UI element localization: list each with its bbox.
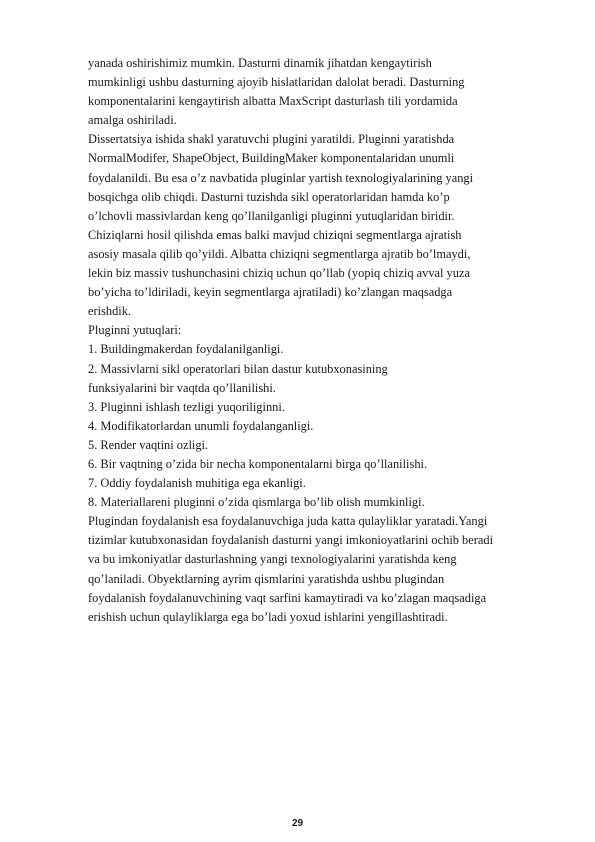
list-item: 8. Materiallareni pluginni o’zida qismlarga bo’lib olish mumkinligi. bbox=[88, 495, 425, 510]
text-line: qo’laniladi. Obyektlarning ayrim qismlarini yaratishda ushbu plugindan bbox=[88, 571, 445, 586]
text-line: komponentalarini kengaytirish albatta MaxScript dasturlash tili yordamida bbox=[88, 94, 458, 109]
text-line: yanada oshirishimiz mumkin. Dasturni dinamik jihatdan kengaytirish bbox=[88, 56, 432, 70]
document-body bbox=[88, 54, 558, 627]
text-line: asosiy masala qilib qo’yildi. Albatta chiziqni segmentlarga ajratib bo’lmaydi, bbox=[88, 246, 471, 261]
page-number: 29 bbox=[291, 818, 304, 829]
text-line: mumkinligi ushbu dasturning ajoyib hislatlaridan dalolat beradi. Dasturning bbox=[88, 75, 465, 90]
text-line: bosqichga olib chiqdi. Dasturni tuzishda sikl operatorlaridan hamda ko’p bbox=[88, 189, 450, 204]
list-item: 2. Massivlarni sikl operatorlari bilan dastur kutubxonasining bbox=[88, 361, 388, 376]
list-item: 5. Render vaqtini ozligi. bbox=[88, 437, 209, 452]
list-item: 4. Modifikatorlardan unumli foydalanganligi. bbox=[88, 418, 314, 433]
text-line: Chiziqlarni hosil qilishda emas balki mavjud chiziqni segmentlarga ajratish bbox=[88, 227, 462, 242]
list-item: 6. Bir vaqtning o’zida bir necha komponentalarni birga qo’llanilishi. bbox=[88, 456, 428, 471]
list-item: 7. Oddiy foydalanish muhitiga ega ekanligi. bbox=[88, 476, 306, 491]
text-line: erishish uchun qulayliklarga ega bo’ladi yoxud ishlarini yengillashtiradi. bbox=[88, 609, 448, 624]
list-item-continuation: funksiyalarini bir vaqtda qo’llanilishi. bbox=[88, 380, 276, 395]
list-heading: Pluginni yutuqlari: bbox=[88, 323, 182, 338]
text-line: tizimlar kutubxonasidan foydalanish dasturni yangi imkonioyatlarini ochib beradi bbox=[88, 533, 494, 548]
text-line: lekin biz massiv tushunchasini chiziq uchun qo’llab (yopiq chiziq avval yuza bbox=[88, 266, 470, 281]
list-item: 1. Buildingmakerdan foydalanilganligi. bbox=[88, 342, 284, 357]
text-line: erishdik. bbox=[88, 304, 132, 319]
text-line: amalga oshiriladi. bbox=[88, 113, 177, 128]
text-line: o’lchovli massivlardan keng qo’llanilganligi pluginni yutuqlaridan biridir. bbox=[88, 208, 455, 223]
text-line: Dissertatsiya ishida shakl yaratuvchi plugini yaratildi. Pluginni yaratishda bbox=[88, 132, 455, 147]
text-line: foydalanildi. Bu esa o’z navbatida pluginlar yartish texnologiyalarining yangi bbox=[88, 170, 474, 185]
text-line: NormalModifer, ShapeObject, BuildingMaker komponentalaridan unumli bbox=[88, 151, 455, 166]
text-line: foydalanish foydalanuvchining vaqt sarfini kamaytiradi va ko’zlagan maqsadiga bbox=[88, 590, 487, 605]
list-item: 3. Pluginni ishlash tezligi yuqoriliginni. bbox=[88, 399, 285, 414]
text-line: va bu imkoniyatlar dasturlashning yangi texnologiyalarini yaratishda keng bbox=[88, 552, 457, 567]
text-line: bo’yicha to’ldiriladi, keyin segmentlarga ajratiladi) ko’zlangan maqsadga bbox=[88, 285, 453, 300]
text-line: Plugindan foydalanish esa foydalanuvchiga juda katta qulayliklar yaratadi.Yangi bbox=[88, 514, 488, 529]
